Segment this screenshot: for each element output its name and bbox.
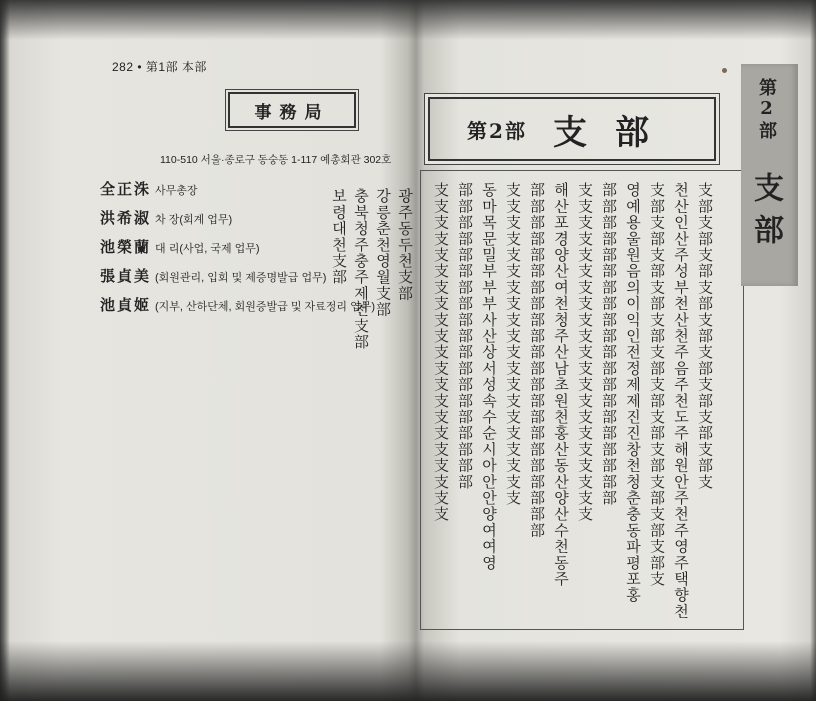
staff-role: 대 리(사업, 국제 업무)	[155, 243, 260, 255]
staff-name: 池榮蘭	[100, 238, 152, 256]
staff-role: 사무총장	[155, 185, 198, 197]
left-vertical-column: 광주동두천支部	[396, 188, 414, 302]
branch-column: 支部支部支部支部支部支部支部支部支部支	[696, 182, 714, 490]
section-side-tab	[741, 64, 798, 286]
page-spot	[722, 68, 727, 73]
section-heading	[428, 97, 716, 161]
branch-column: 支支支支支支支支支支支支支支支支支支支支支	[576, 182, 594, 523]
branch-column: 支支支支支支支支支支支支支支支支支支支支	[504, 182, 522, 506]
staff-name: 池貞姬	[100, 296, 152, 314]
left-vertical-column: 보령대천支部	[330, 188, 348, 286]
staff-name: 洪希淑	[100, 209, 152, 227]
branch-column: 部部部部部部部部部部部部部部部部部部部部	[600, 182, 618, 506]
staff-name: 張貞美	[100, 267, 152, 285]
bottom-edge-shadow	[0, 641, 816, 701]
staff-role: (회원관리, 입회 및 제증명발급 업무)	[155, 272, 327, 284]
branch-column: 部部部部部部部部部部部部部部部部部部部部部部	[528, 182, 546, 539]
branch-column: 동마목문밀부부부사산상서성속수순시아안안양여여영	[480, 182, 498, 571]
running-head: 282 • 第1部 本部	[112, 60, 207, 74]
staff-row	[100, 265, 326, 289]
left-vertical-column: 충북청주충주제천支部	[352, 188, 370, 350]
branch-column: 支支支支支支支支支支支支支支支支支支支支支	[432, 182, 450, 523]
office-address: 110-510 서울·종로구 동숭동 1-117 예총회관 302호	[160, 154, 392, 166]
staff-row	[100, 236, 260, 260]
side-tab-number: 第2部	[756, 78, 777, 141]
side-tab-title: 支部	[748, 172, 783, 256]
staff-row	[100, 178, 198, 202]
branch-column: 支部支部支部支部支部支部支部支部支部支部支部支部支	[648, 182, 666, 587]
section-number: 第2部	[467, 118, 527, 143]
section-title: 支部	[552, 112, 677, 153]
branch-column: 영예용울원음의이익인전정제제진진창천청춘충동파평포홍	[624, 182, 642, 604]
left-vertical-column: 강릉춘천영월支部	[374, 188, 392, 318]
branch-column: 해산포경양산여천청주산남초원천홍산동산양산수천동주	[552, 182, 570, 587]
staff-name: 全正洙	[100, 180, 152, 198]
branch-column: 部部部部部部部部部部部部部部部部部部部	[456, 182, 474, 490]
staff-role: (지부, 산하단체, 회원증발급 및 자료정리 업무)	[155, 301, 376, 313]
staff-row	[100, 294, 375, 318]
branch-column: 천산인산주성부천산천주음주천도주해원안주천주영주택향천	[672, 182, 690, 620]
staff-role: 차 장(회계 업무)	[155, 214, 233, 226]
office-title: 事務局	[228, 92, 356, 128]
left-page	[100, 50, 400, 650]
staff-row	[100, 207, 232, 231]
top-edge-shadow	[0, 0, 816, 40]
